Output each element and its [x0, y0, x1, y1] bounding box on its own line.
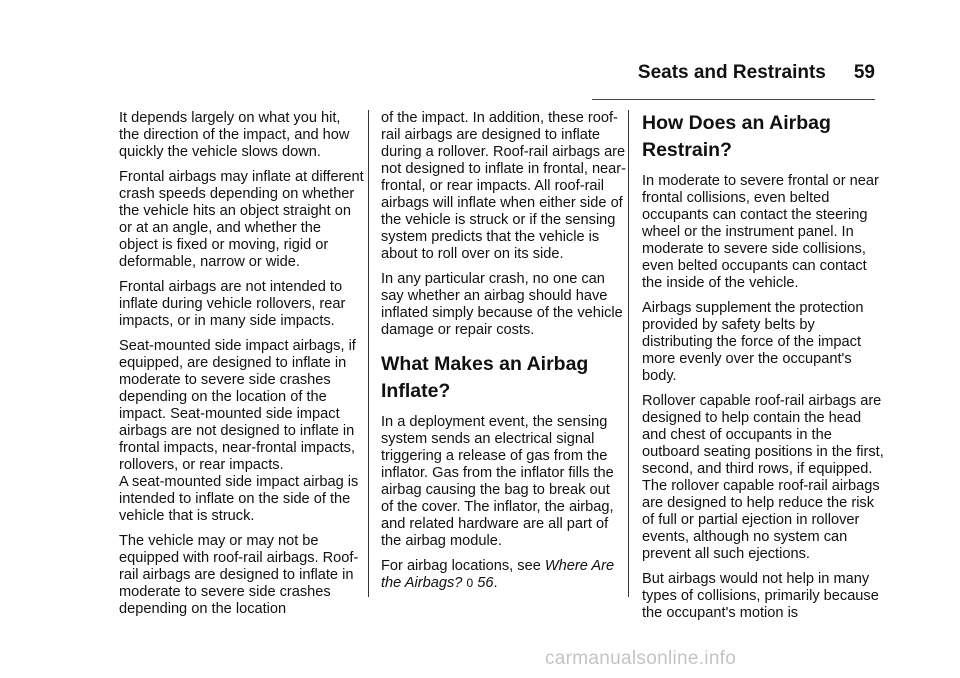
column-3: [642, 110, 887, 630]
page-reference-icon: 0: [466, 576, 474, 590]
paragraph-reference: [381, 558, 626, 592]
header-rule: [592, 99, 875, 100]
column-2: [381, 110, 626, 600]
paragraph: In moderate to severe frontal or near frontal collisions, even belted occupants can contact the steering wheel or the instrument panel. In moderate to severe side collisions, even belted occupants can contact the inside of the vehicle.: [642, 173, 879, 291]
paragraph: In any particular crash, no one can say whether an airbag should have inflated simply because of the vehicle damage or repair costs.: [381, 271, 623, 338]
paragraph: A seat-mounted side impact airbag is intended to inflate on the side of the vehicle that is struck.: [119, 474, 359, 524]
page-number: 59: [853, 62, 875, 83]
section-title: Seats and Restraints: [637, 62, 826, 83]
paragraph: Frontal airbags are not intended to inflate during vehicle rollovers, rear impacts, or in many side impacts.: [119, 279, 346, 329]
reference-prefix: For airbag locations, see: [381, 558, 545, 574]
paragraph: The vehicle may or may not be equipped with roof-rail airbags. Roof-rail airbags are designed to inflate in moderate to severe side crashes depending on the location: [119, 533, 359, 617]
paragraph: In a deployment event, the sensing system sends an electrical signal triggering a release of gas from the inflator. Gas from the inflator fills the airbag causing the bag to break out of the cover. The inflator, the airbag, and related hardware are all part of the airbag module.: [381, 414, 614, 549]
watermark: carmanualsonline.info: [545, 648, 737, 669]
section-heading: How Does an Airbag Restrain?: [642, 112, 831, 161]
page-header: [592, 62, 875, 102]
cross-reference-page: 56: [477, 575, 494, 591]
paragraph: It depends largely on what you hit, the direction of the impact, and how quickly the vehicle slows down.: [119, 110, 350, 160]
paragraph: Seat-mounted side impact airbags, if equipped, are designed to inflate in moderate to severe side crashes depending on the location of the impact. Seat-mounted side impact airbags are not designed to inflate in frontal impacts, near-frontal impacts, rollovers, or rear impacts.: [119, 338, 356, 473]
section-heading: What Makes an Airbag Inflate?: [381, 353, 589, 402]
column-1: [119, 110, 364, 626]
paragraph: of the impact. In addition, these roof-rail airbags are designed to inflate during a rollover. Roof-rail airbags are not designed to inflate in frontal, near-frontal, or rear impacts. All roof-rail airbags will inflate when either side of the vehicle is struck or if the sensing system predicts that the vehicle is about to roll over on its side.: [381, 110, 627, 262]
cross-reference-title: Where Are the Airbags?: [381, 558, 615, 591]
column-divider: [628, 110, 629, 597]
paragraph: But airbags would not help in many types of collisions, primarily because the occupant's motion is: [642, 571, 879, 621]
column-divider: [368, 110, 369, 597]
paragraph: Rollover capable roof-rail airbags are designed to help contain the head and chest of occupants in the outboard seating positions in the first, second, and third rows, if equipped. The rollover capable roof-rail airbags are designed to help reduce the risk of full or partial ejection in rollover events, although no system can prevent all such ejections.: [642, 393, 884, 562]
paragraph: Frontal airbags may inflate at different crash speeds depending on whether the vehicle hits an object straight on or at an angle, and whether the object is fixed or moving, rigid or deformable, narrow or wide.: [119, 169, 364, 270]
reference-suffix: .: [493, 575, 498, 591]
paragraph: Airbags supplement the protection provided by safety belts by distributing the force of the impact more evenly over the occupant's body.: [642, 300, 864, 384]
